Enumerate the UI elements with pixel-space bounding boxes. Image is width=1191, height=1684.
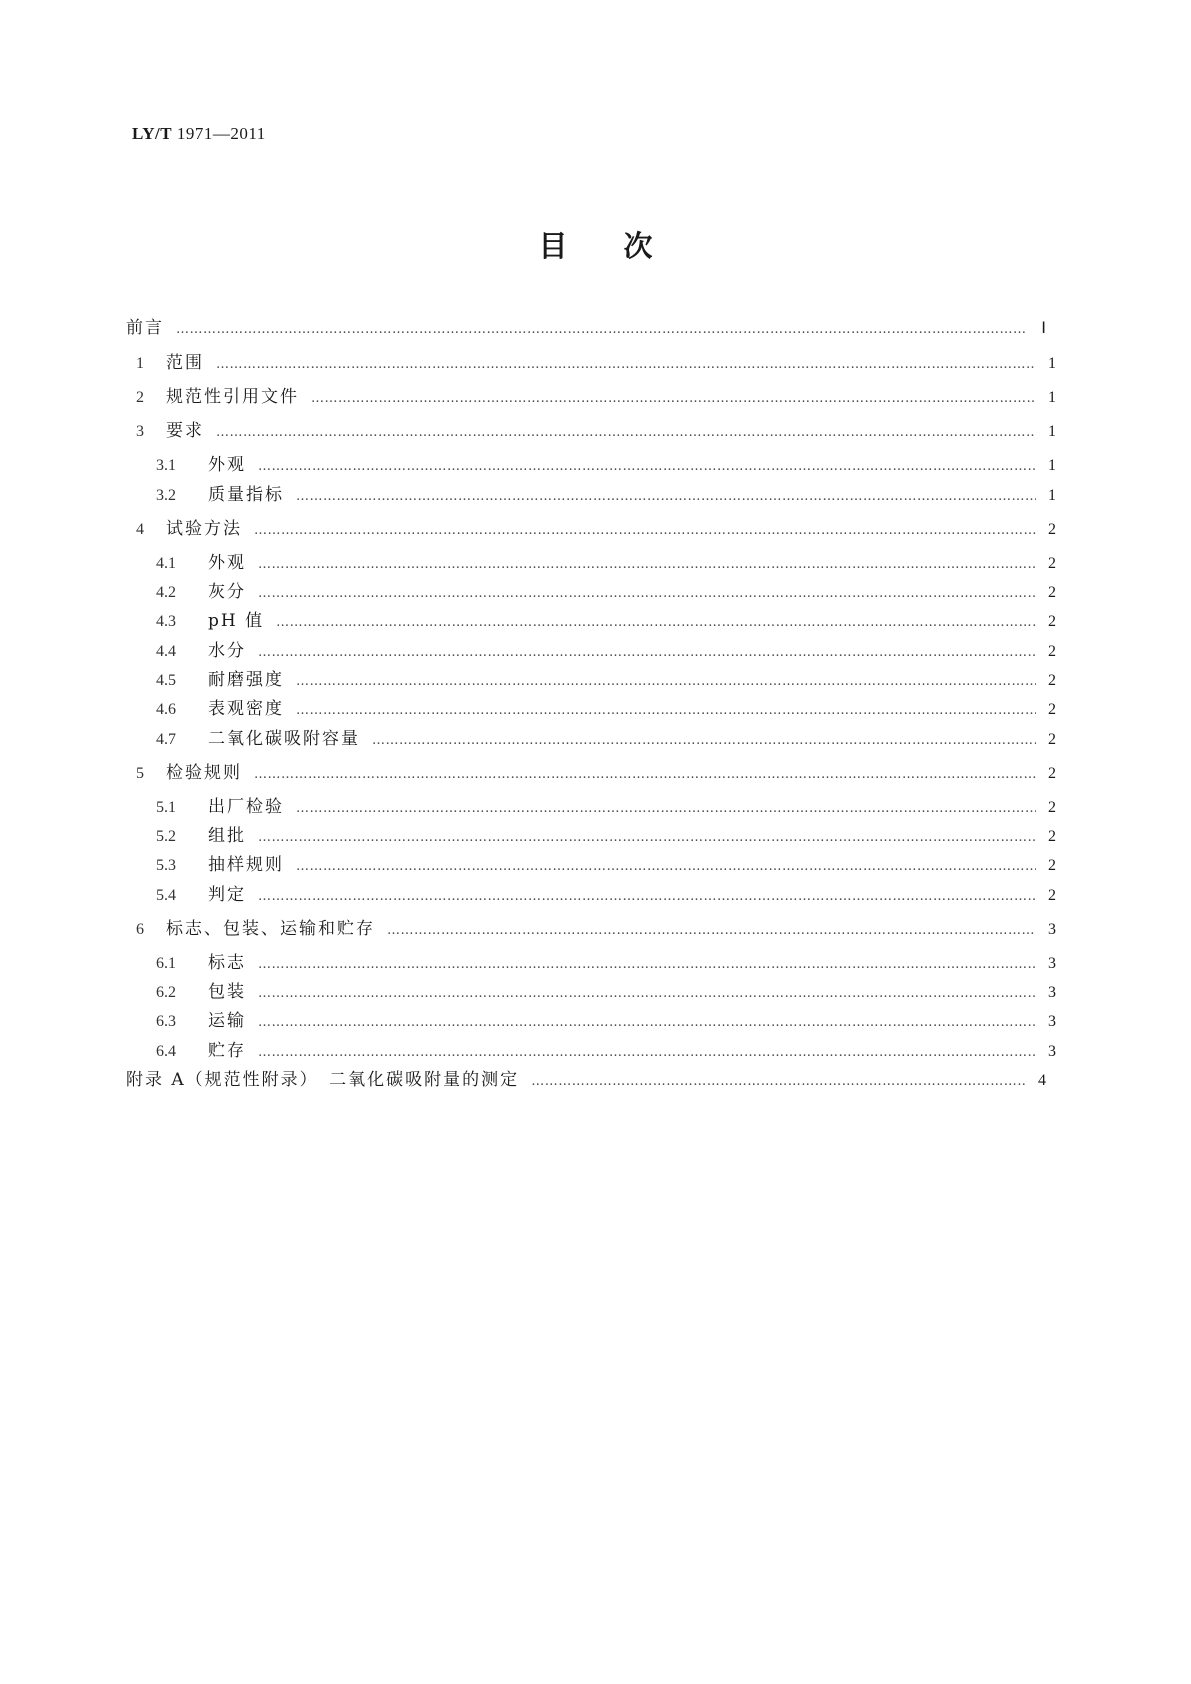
toc-entry-label: 标志: [208, 953, 246, 973]
toc-leader-dots: [176, 317, 1026, 343]
toc-entry-number: 5.1: [156, 799, 176, 816]
toc-entry[interactable]: [136, 608, 1056, 634]
toc-entry[interactable]: [136, 550, 1056, 576]
toc-entry[interactable]: [136, 794, 1056, 820]
toc-entry-number: 4.2: [156, 584, 176, 601]
toc-entry[interactable]: [136, 384, 1056, 410]
toc-entry-number: 4: [136, 521, 144, 538]
standard-prefix: LY/T: [132, 124, 173, 143]
toc-leader-dots: [387, 918, 1036, 944]
toc-entry-page: 4: [1038, 1072, 1046, 1089]
toc-entry-page: 1: [1048, 423, 1056, 440]
toc-entry-label: 水分: [208, 641, 246, 661]
toc-entry-number: 4.4: [156, 643, 176, 660]
toc-entry-number: 6.1: [156, 955, 176, 972]
toc-leader-dots: [258, 825, 1036, 851]
toc-entry-label: 标志、包装、运输和贮存: [166, 919, 375, 939]
toc-entry-page: 2: [1048, 521, 1056, 538]
toc-leader-dots: [216, 420, 1036, 446]
toc-entry[interactable]: [136, 979, 1056, 1005]
toc-entry-label: 贮存: [208, 1041, 246, 1061]
toc-leader-dots: [258, 1010, 1036, 1036]
toc-leader-dots: [258, 952, 1036, 978]
toc-leader-dots: [258, 1040, 1036, 1066]
toc-entry-page: 2: [1048, 701, 1056, 718]
toc-entry-label: 质量指标: [208, 485, 284, 505]
toc-entry-number: 2: [136, 389, 144, 406]
toc-leader-dots: [258, 581, 1036, 607]
toc-entry-label: 前言: [126, 318, 164, 338]
toc-entry-label: 抽样规则: [208, 855, 284, 875]
toc-entry-label: 要求: [166, 421, 204, 441]
toc-entry-number: 3: [136, 423, 144, 440]
toc-entry-number: 5.3: [156, 857, 176, 874]
toc-leader-dots: [311, 386, 1036, 412]
toc-entry-label: 耐磨强度: [208, 670, 284, 690]
toc-leader-dots: [296, 854, 1036, 880]
toc-entry-page: 2: [1048, 584, 1056, 601]
toc-entry-label: 规范性引用文件: [166, 387, 299, 407]
standard-code: [132, 124, 266, 144]
toc-entry-label: 判定: [208, 885, 246, 905]
toc-entry[interactable]: [136, 418, 1056, 444]
toc-entry-page: 3: [1048, 921, 1056, 938]
toc-entry-label: 范围: [166, 353, 204, 373]
toc-entry[interactable]: [136, 638, 1056, 664]
toc-entry-page: 2: [1048, 643, 1056, 660]
standard-number: 1971—2011: [176, 124, 266, 143]
toc-entry-page: 2: [1048, 731, 1056, 748]
toc-entry-label: 灰分: [208, 582, 246, 602]
toc-entry-page: 2: [1048, 887, 1056, 904]
toc-entry[interactable]: [136, 667, 1056, 693]
toc-entry-label: pH 值: [208, 611, 265, 631]
toc-leader-dots: [296, 669, 1036, 695]
toc-entry-label: 二氧化碳吸附容量: [208, 729, 360, 749]
toc-entry[interactable]: [126, 315, 1046, 341]
toc-entry-page: 2: [1048, 765, 1056, 782]
toc-entry[interactable]: [136, 760, 1056, 786]
toc-entry[interactable]: [136, 1038, 1056, 1064]
toc-leader-dots: [276, 610, 1036, 636]
toc-entry[interactable]: [136, 1008, 1056, 1034]
title-char-2: 次: [623, 229, 653, 263]
toc-entry-page: 1: [1048, 389, 1056, 406]
title-char-1: 目: [538, 229, 568, 263]
toc-entry-number: 4.3: [156, 613, 176, 630]
toc-entry-label: 试验方法: [166, 519, 242, 539]
toc-entry-page: 3: [1048, 984, 1056, 1001]
toc-entry[interactable]: [136, 696, 1056, 722]
toc-entry-number: 3.2: [156, 487, 176, 504]
toc-entry[interactable]: [126, 1067, 1046, 1093]
toc-entry-page: 1: [1048, 457, 1056, 474]
toc-leader-dots: [258, 884, 1036, 910]
toc-leader-dots: [258, 981, 1036, 1007]
toc-entry-number: 4.6: [156, 701, 176, 718]
toc-leader-dots: [258, 552, 1036, 578]
toc-entry-page: 2: [1048, 613, 1056, 630]
toc-entry-label: 附录 A（规范性附录） 二氧化碳吸附量的测定: [126, 1070, 520, 1090]
toc-entry[interactable]: [136, 452, 1056, 478]
toc-leader-dots: [258, 454, 1036, 480]
toc-entry[interactable]: [136, 482, 1056, 508]
toc-entry-page: 2: [1048, 799, 1056, 816]
toc-entry-page: 2: [1048, 828, 1056, 845]
toc-entry[interactable]: [136, 823, 1056, 849]
toc-entry-label: 运输: [208, 1011, 246, 1031]
toc-entry-number: 6.2: [156, 984, 176, 1001]
toc-entry-page: 3: [1048, 1013, 1056, 1030]
toc-leader-dots: [258, 640, 1036, 666]
toc-entry-label: 表观密度: [208, 699, 284, 719]
toc-entry[interactable]: [136, 516, 1056, 542]
toc-leader-dots: [254, 518, 1036, 544]
toc-leader-dots: [531, 1069, 1026, 1095]
toc-entry-label: 检验规则: [166, 763, 242, 783]
toc-entry[interactable]: [136, 726, 1056, 752]
toc-entry-page: 3: [1048, 1043, 1056, 1060]
toc-entry-number: 4.5: [156, 672, 176, 689]
toc-leader-dots: [296, 796, 1036, 822]
toc-entry-label: 组批: [208, 826, 246, 846]
toc-entry-number: 5.4: [156, 887, 176, 904]
toc-entry-label: 出厂检验: [208, 797, 284, 817]
toc-entry-number: 5.2: [156, 828, 176, 845]
toc-entry-number: 6: [136, 921, 144, 938]
toc-entry-label: 外观: [208, 553, 246, 573]
toc-entry-page: 1: [1048, 487, 1056, 504]
toc-leader-dots: [254, 762, 1036, 788]
toc-entry-page: 3: [1048, 955, 1056, 972]
toc-entry-number: 4.7: [156, 731, 176, 748]
toc-leader-dots: [296, 484, 1036, 510]
toc-entry-label: 外观: [208, 455, 246, 475]
toc-entry-label: 包装: [208, 982, 246, 1002]
toc-entry-page: 1: [1048, 355, 1056, 372]
toc-entry[interactable]: [136, 950, 1056, 976]
toc-entry[interactable]: [136, 579, 1056, 605]
toc-entry-number: 5: [136, 765, 144, 782]
toc-entry[interactable]: [136, 350, 1056, 376]
toc-entry-number: 3.1: [156, 457, 176, 474]
toc-entry-number: 4.1: [156, 555, 176, 572]
toc-entry-number: 1: [136, 355, 144, 372]
toc-leader-dots: [296, 698, 1036, 724]
toc-entry[interactable]: [136, 882, 1056, 908]
toc-entry[interactable]: [136, 916, 1056, 942]
toc-entry-number: 6.3: [156, 1013, 176, 1030]
toc-entry-page: 2: [1048, 672, 1056, 689]
toc-leader-dots: [372, 728, 1036, 754]
toc-entry-number: 6.4: [156, 1043, 176, 1060]
toc-leader-dots: [216, 352, 1036, 378]
page-title: [0, 224, 1191, 265]
toc-entry-page: Ⅰ: [1041, 320, 1046, 337]
toc-entry-page: 2: [1048, 555, 1056, 572]
toc-entry[interactable]: [136, 852, 1056, 878]
toc-entry-page: 2: [1048, 857, 1056, 874]
